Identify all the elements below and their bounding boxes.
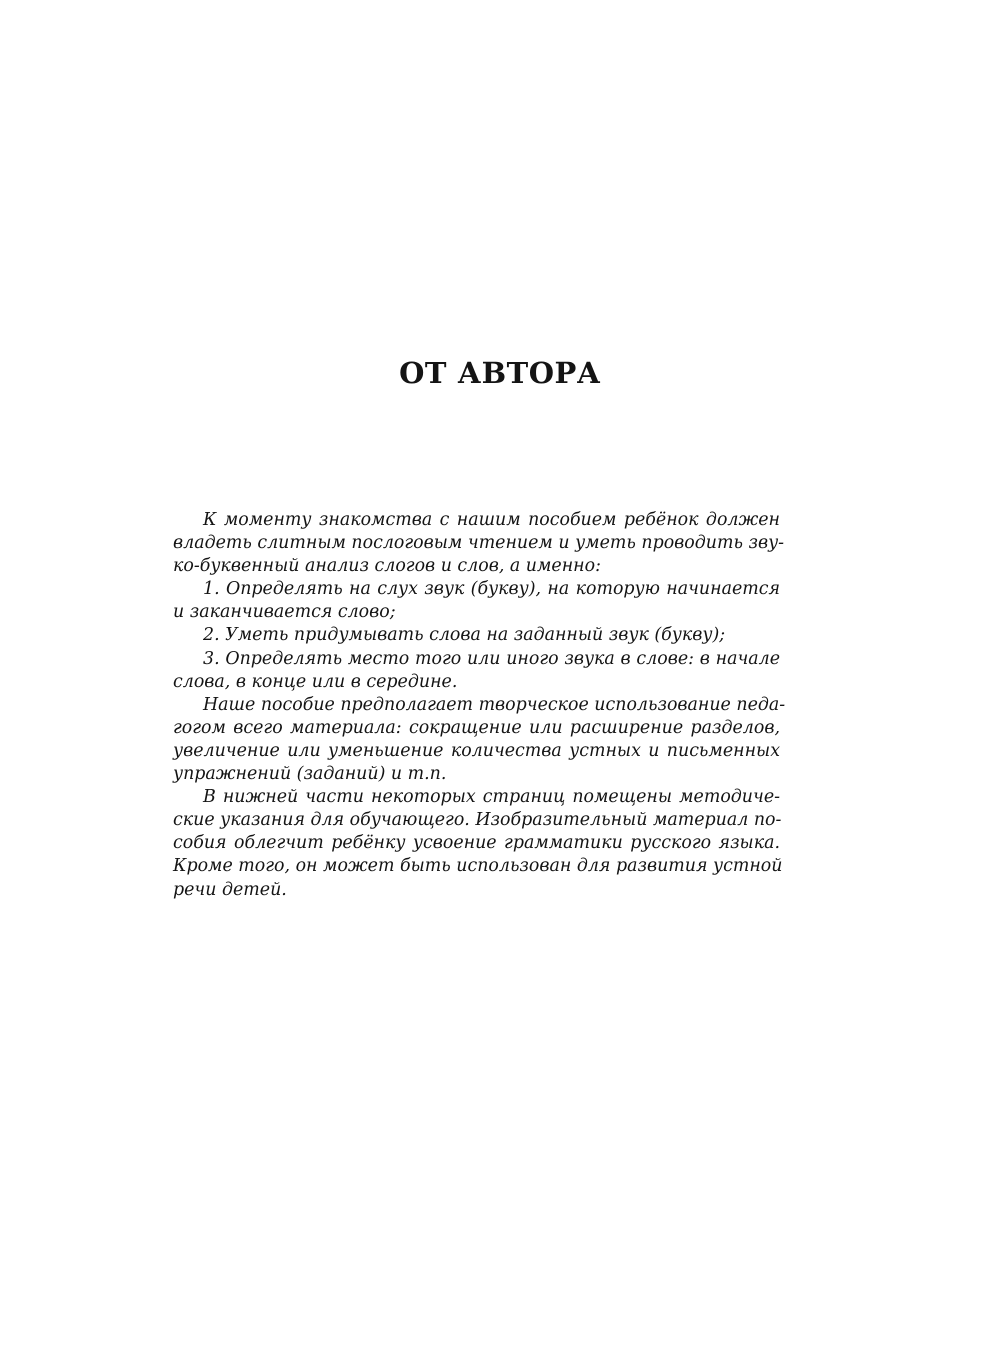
text-line: речи детей. xyxy=(173,879,287,900)
text-line: упражнений (заданий) и т.п. xyxy=(173,764,447,785)
text-line: 1. Определять на слух звук (букву), на которую начинается xyxy=(203,579,780,600)
text-line: слова, в конце или в середине. xyxy=(173,671,458,692)
text-line: ко-буквенный анализ слогов и слов, а именно: xyxy=(173,556,601,577)
text-line: и заканчивается слово; xyxy=(173,602,396,623)
text-line: Наше пособие предполагает творческое использование педа- xyxy=(203,694,786,715)
text-line: гогом всего материала: сокращение или расширение разделов, xyxy=(173,717,780,738)
preface-text xyxy=(173,509,786,902)
text-line: увеличение или уменьшение количества устных и письменных xyxy=(173,740,780,761)
text-line: К моменту знакомства с нашим пособием ребёнок должен xyxy=(203,510,780,530)
text-line: собия облегчит ребёнку усвоение грамматики русского языка. xyxy=(173,833,780,854)
text-line: В нижней части некоторых страниц помещены методиче- xyxy=(203,787,780,808)
text-line: Кроме того, он может быть использован для развития устной xyxy=(173,856,783,877)
text-line: ские указания для обучающего. Изобразительный материал по- xyxy=(173,810,782,831)
text-line: владеть слитным послоговым чтением и уметь проводить зву- xyxy=(173,533,785,554)
text-line: 3. Определять место того или иного звука в слове: в начале xyxy=(203,648,780,669)
page-title: ОТ АВТОРА xyxy=(399,356,601,390)
text-line: 2. Уметь придумывать слова на заданный звук (букву); xyxy=(203,625,726,646)
